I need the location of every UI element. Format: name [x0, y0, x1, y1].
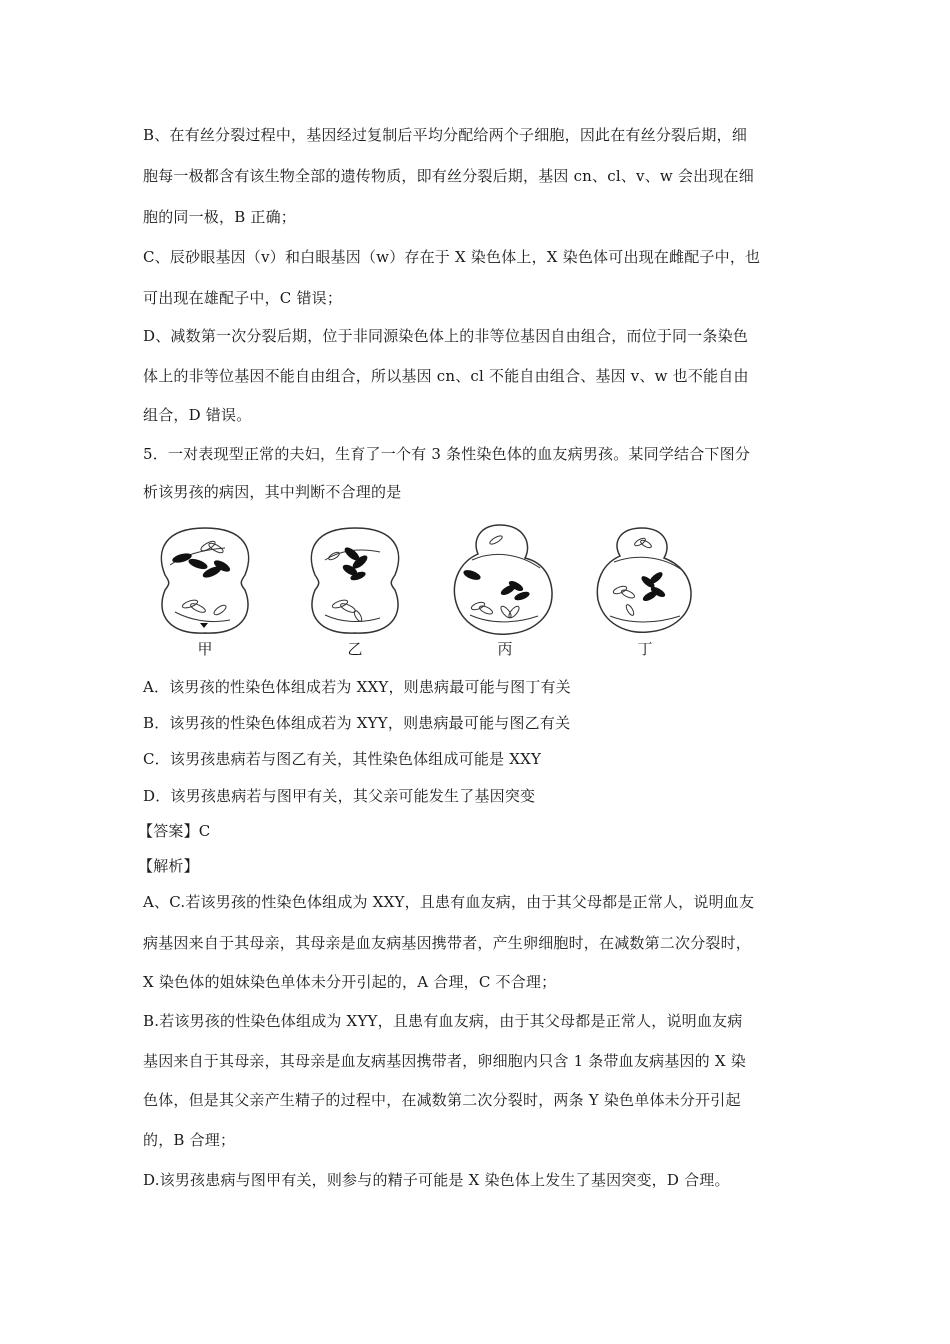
- figure-bing: [450, 520, 560, 670]
- analysis-line: B.若该男孩的性染色体组成为 XYY，且患有血友病，由于其父母都是正常人，说明血友病: [143, 1012, 743, 1030]
- text-line: 胞每一极都含有该生物全部的遗传物质，即有丝分裂后期，基因 cn、cl、v、w 会出现在细: [143, 167, 754, 185]
- figure-yi: [300, 520, 410, 670]
- figure-label-bing: 丙: [497, 640, 513, 658]
- text-line: C、辰砂眼基因（v）和白眼基因（w）存在于 X 染色体上，X 染色体可出现在雌配子中，也: [143, 248, 761, 266]
- figure-label-yi: 乙: [347, 640, 363, 658]
- analysis-line: D.该男孩患病与图甲有关，则参与的精子可能是 X 染色体上发生了基因突变，D 合理。: [143, 1171, 730, 1189]
- text-line: 体上的非等位基因不能自由组合，所以基因 cn、cl 不能自由组合、基因 v、w 也不能自由: [143, 367, 749, 385]
- text-line: 可出现在雄配子中，C 错误；: [143, 289, 343, 307]
- answer-line: 【答案】C: [138, 822, 211, 840]
- question-stem: 5．一对表现型正常的夫妇，生育了一个有 3 条性染色体的血友病男孩。某同学结合下图分: [143, 445, 751, 463]
- figure-label-ding: 丁: [637, 640, 653, 658]
- cell-bing-diagram: [450, 520, 560, 640]
- option-b: B．该男孩的性染色体组成若为 XYY，则患病最可能与图乙有关: [143, 714, 571, 732]
- option-c: C．该男孩患病若与图乙有关，其性染色体组成可能是 XXY: [143, 750, 542, 768]
- option-a: A．该男孩的性染色体组成若为 XXY，则患病最可能与图丁有关: [143, 678, 571, 696]
- cell-yi-diagram: [300, 520, 410, 640]
- analysis-line: 病基因来自于其母亲，其母亲是血友病基因携带者，产生卵细胞时，在减数第二次分裂时，: [143, 934, 752, 952]
- analysis-line: 色体，但是其父亲产生精子的过程中，在减数第二次分裂时，两条 Y 染色单体未分开引起: [143, 1091, 741, 1109]
- analysis-line: X 染色体的姐妹染色单体未分开引起的，A 合理，C 不合理；: [143, 973, 557, 991]
- analysis-line: 的，B 合理；: [143, 1131, 236, 1149]
- text-line: B、在有丝分裂过程中，基因经过复制后平均分配给两个子细胞，因此在有丝分裂后期，细: [143, 126, 748, 144]
- analysis-line: 基因来自于其母亲，其母亲是血友病基因携带者，卵细胞内只含 1 条带血友病基因的 X 染: [143, 1052, 746, 1070]
- analysis-title: 【解析】: [138, 857, 199, 875]
- text-line: 胞的同一极，B 正确；: [143, 208, 296, 226]
- cell-division-figures: [150, 520, 710, 670]
- text-line: D、减数第一次分裂后期，位于非同源染色体上的非等位基因自由组合，而位于同一条染色: [143, 327, 749, 345]
- cell-ding-diagram: [590, 520, 700, 640]
- figure-label-jia: 甲: [197, 640, 213, 658]
- option-d: D．该男孩患病若与图甲有关，其父亲可能发生了基因突变: [143, 787, 536, 805]
- analysis-line: A、C.若该男孩的性染色体组成为 XXY，且患有血友病，由于其父母都是正常人，说明血友: [143, 893, 755, 911]
- question-stem: 析该男孩的病因，其中判断不合理的是: [143, 483, 402, 501]
- figure-jia: [150, 520, 260, 670]
- text-line: 组合，D 错误。: [143, 406, 252, 424]
- figure-ding: [590, 520, 700, 670]
- cell-jia-diagram: [150, 520, 260, 640]
